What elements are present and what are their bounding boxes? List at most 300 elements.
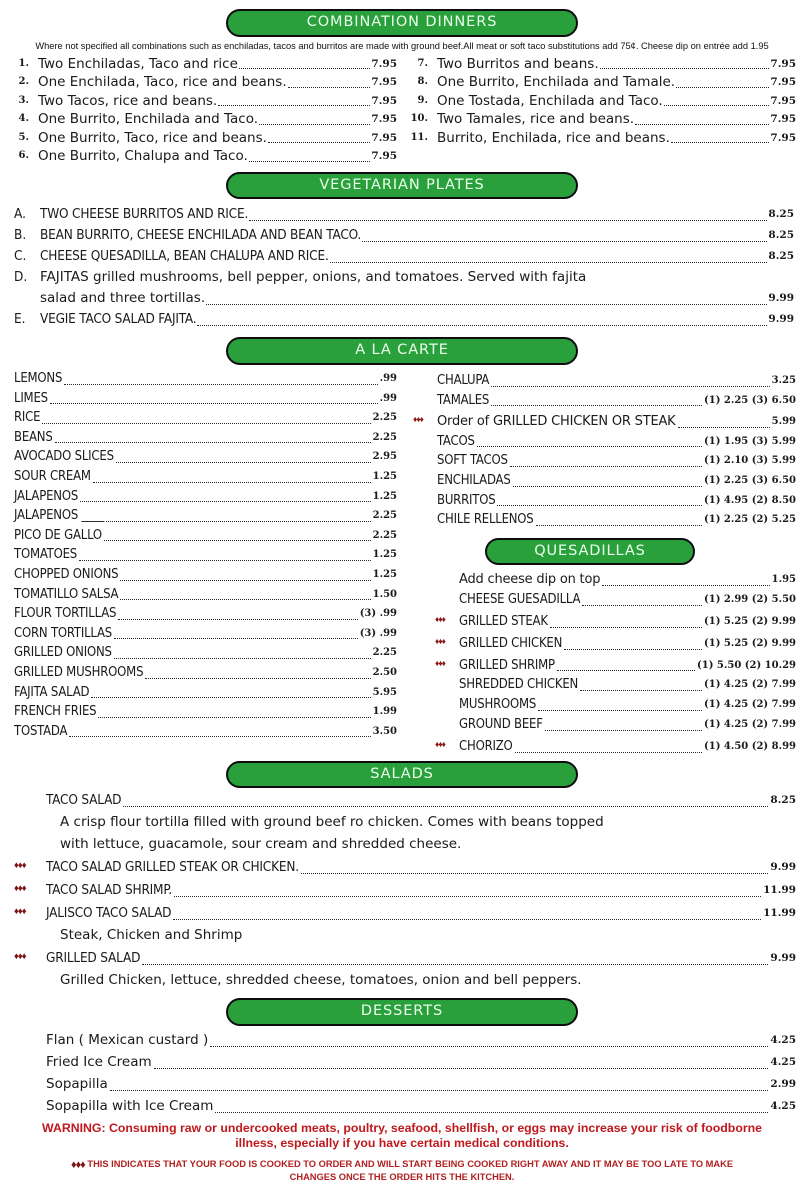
- item-name: JALISCO TACO SALAD: [46, 905, 172, 922]
- item-name: GRILLED SALAD: [46, 950, 141, 967]
- leader-dots: [580, 690, 702, 691]
- list-item[interactable]: [14, 526, 397, 546]
- list-item[interactable]: [14, 1029, 796, 1051]
- diamond-marker-icon: ♦♦♦: [14, 906, 26, 918]
- item-price: 2.99: [770, 1077, 796, 1090]
- list-item[interactable]: [8, 110, 397, 129]
- item-price: 1.25: [372, 568, 397, 580]
- item-name: CHEESE QUESADILLA, BEAN CHALUPA AND RICE.: [40, 248, 329, 265]
- list-item[interactable]: [413, 371, 796, 391]
- leader-dots: [206, 304, 767, 305]
- section-header-salads: [0, 757, 804, 791]
- spice-marker-icon: [435, 713, 459, 715]
- item-price: 9.99: [768, 292, 794, 305]
- list-item[interactable]: [14, 309, 794, 330]
- item-price: 1.25: [372, 549, 397, 561]
- list-item[interactable]: [14, 267, 794, 288]
- leader-dots: [249, 220, 767, 221]
- list-item[interactable]: [14, 624, 397, 644]
- item-price: (3) .99: [359, 608, 397, 620]
- leader-dots: [174, 896, 761, 897]
- leader-dots: [477, 446, 702, 447]
- list-item[interactable]: [435, 632, 796, 654]
- spice-marker-icon: [413, 469, 437, 471]
- leader-dots: [173, 919, 761, 920]
- leader-dots: [362, 241, 767, 242]
- list-item-continuation[interactable]: [14, 288, 794, 309]
- item-price: (1) 4.95 (2) 8.50: [704, 494, 796, 506]
- leader-dots: [118, 619, 357, 620]
- item-name: JALAPENOS: [14, 488, 79, 504]
- item-name: TWO CHEESE BURRITOS AND RICE.: [40, 206, 249, 223]
- leader-dots: [239, 68, 371, 69]
- leader-dots: [497, 505, 702, 506]
- item-name: RICE: [14, 410, 41, 426]
- combination-right-column: [407, 55, 796, 166]
- item-name: Flan ( Mexican custard ): [46, 1031, 209, 1048]
- leader-dots: [215, 1112, 768, 1113]
- list-item[interactable]: [407, 73, 796, 92]
- leader-dots: [515, 752, 702, 753]
- item-name: FAJITA SALAD: [14, 684, 90, 700]
- item-letter: C.: [14, 248, 27, 265]
- item-price: 7.95: [770, 57, 796, 70]
- leader-dots: [557, 670, 695, 671]
- item-name: FAJITAS grilled mushrooms, bell pepper, onions, and tomatoes. Served with fajita: [40, 269, 587, 286]
- list-item[interactable]: [413, 432, 796, 452]
- item-name: SOUR CREAM: [14, 468, 91, 484]
- list-item[interactable]: [14, 901, 796, 924]
- spice-marker-icon: [413, 508, 437, 510]
- item-name: CHILE RELLENOS: [437, 512, 534, 528]
- list-item[interactable]: [14, 585, 397, 605]
- quesadillas-list: [413, 570, 796, 756]
- item-name: TACO SALAD GRILLED STEAK OR CHICKEN.: [46, 859, 299, 876]
- section-header-a-la-carte: [0, 330, 804, 369]
- item-price: (1) 4.25 (2) 7.99: [704, 719, 796, 731]
- item-name: FRENCH FRIES: [14, 704, 97, 720]
- section-header-vegetarian-plates: [0, 166, 804, 203]
- leader-dots: [79, 560, 371, 561]
- list-item[interactable]: [435, 735, 796, 757]
- spice-marker-icon: [435, 588, 459, 590]
- leader-dots: [142, 964, 768, 965]
- item-number: 11.: [410, 131, 428, 143]
- list-item[interactable]: [14, 683, 397, 703]
- item-description: with lettuce, guacamole, sour cream and shredded cheese.: [60, 836, 462, 853]
- list-item[interactable]: [8, 92, 397, 111]
- leader-dots: [288, 87, 371, 88]
- item-name: One Burrito, Chalupa and Taco.: [38, 148, 248, 165]
- cooked-to-order-note: [0, 1152, 804, 1183]
- list-item[interactable]: [14, 246, 794, 267]
- leader-dots: [491, 386, 769, 387]
- diamond-marker-icon: ♦♦♦: [435, 738, 446, 749]
- item-price: 2.25: [372, 510, 397, 522]
- leader-dots: [301, 873, 769, 874]
- item-letter: A.: [14, 206, 26, 223]
- item-name: One Burrito, Taco, rice and beans.: [38, 129, 267, 146]
- item-number: 5.: [18, 131, 29, 143]
- item-number: 1.: [18, 57, 29, 69]
- list-item[interactable]: [14, 722, 397, 742]
- item-price: 7.95: [770, 94, 796, 107]
- leader-dots: [259, 124, 370, 125]
- desserts-list: [0, 1029, 804, 1117]
- list-item[interactable]: [14, 389, 397, 409]
- item-price: 2.25: [372, 431, 397, 443]
- list-item[interactable]: [14, 702, 397, 722]
- list-item[interactable]: [14, 467, 397, 487]
- a-la-carte-left-column: [14, 369, 397, 757]
- list-item[interactable]: [435, 695, 796, 715]
- item-name: BURRITOS: [437, 492, 496, 508]
- item-name: MUSHROOMS: [459, 697, 537, 713]
- banner-combination-dinners: COMBINATION DINNERS: [226, 9, 578, 37]
- leader-dots: [545, 730, 702, 731]
- item-price: 2.25: [372, 529, 397, 541]
- item-price: (1) 4.25 (2) 7.99: [704, 679, 796, 691]
- leader-dots: [98, 717, 370, 718]
- item-price: 7.95: [371, 150, 397, 163]
- list-item[interactable]: [14, 204, 794, 225]
- item-price: (1) 5.25 (2) 9.99: [704, 637, 796, 649]
- leader-dots: [550, 627, 702, 628]
- list-item[interactable]: [14, 506, 397, 526]
- item-price: 5.99: [771, 416, 796, 428]
- item-price: 2.25: [372, 412, 397, 424]
- item-number: 7.: [417, 57, 428, 69]
- item-letter: D.: [14, 269, 28, 286]
- banner-desserts: DESSERTS: [226, 998, 578, 1026]
- diamond-marker-icon: ♦♦♦: [14, 860, 26, 872]
- item-price: 2.50: [372, 666, 397, 678]
- item-name: Two Enchiladas, Taco and rice: [38, 55, 238, 72]
- item-price: 9.99: [768, 313, 794, 326]
- item-price: 7.95: [770, 76, 796, 89]
- list-item[interactable]: [14, 1095, 796, 1117]
- item-name: Order of GRILLED CHICKEN OR STEAK: [437, 414, 676, 430]
- section-header-combination-dinners: [0, 0, 804, 40]
- list-item[interactable]: [14, 408, 397, 428]
- item-price: (1) 2.25 (2) 5.25: [704, 514, 796, 526]
- item-price: 2.25: [372, 647, 397, 659]
- spice-marker-icon: [413, 528, 437, 530]
- list-item[interactable]: [14, 487, 397, 507]
- spice-marker-icon: [413, 489, 437, 491]
- item-name: VEGIE TACO SALAD FAJITA.: [40, 311, 197, 328]
- list-item[interactable]: [435, 675, 796, 695]
- list-item[interactable]: [413, 451, 796, 471]
- list-item[interactable]: [14, 545, 397, 565]
- item-name: Sopapilla: [46, 1075, 108, 1092]
- combination-left-column: [8, 55, 397, 166]
- item-name: CHEESE GUESADILLA: [459, 592, 581, 608]
- item-price: 4.25: [770, 1033, 796, 1046]
- item-price: 3.25: [771, 375, 796, 387]
- banner-quesadillas: QUESADILLAS: [485, 538, 695, 566]
- item-name: ENCHILADAS: [437, 472, 511, 488]
- section-header-quesadillas: [413, 530, 796, 571]
- banner-vegetarian-plates: VEGETARIAN PLATES: [226, 172, 578, 200]
- list-item[interactable]: [413, 391, 796, 411]
- item-name: TACO SALAD SHRIMP.: [46, 882, 173, 899]
- item-name: Burrito, Enchilada, rice and beans.: [437, 129, 670, 146]
- list-item[interactable]: [14, 225, 794, 246]
- list-item[interactable]: [407, 110, 796, 129]
- list-item[interactable]: [14, 447, 397, 467]
- leader-dots: [110, 1090, 769, 1091]
- item-price: 1.99: [372, 706, 397, 718]
- item-name: PICO DE GALLO: [14, 527, 102, 543]
- item-price: 11.99: [763, 884, 796, 897]
- leader-dots: [91, 697, 370, 698]
- list-item[interactable]: [14, 790, 796, 811]
- leader-dots: [564, 649, 702, 650]
- warning-line-1: WARNING: Consuming raw or undercooked meats, poultry, seafood, shellfish, or eggs may increase your risk of foodborne: [42, 1120, 762, 1135]
- item-number: 2.: [18, 76, 29, 88]
- item-price: 7.95: [770, 113, 796, 126]
- leader-dots: [69, 736, 370, 737]
- item-price: 7.95: [371, 131, 397, 144]
- item-name: GRILLED STEAK: [459, 614, 548, 630]
- leader-dots: [513, 486, 702, 487]
- item-name: Fried Ice Cream: [46, 1053, 152, 1070]
- warning-line-2: illness, especially if you have certain medical conditions.: [235, 1136, 569, 1151]
- item-price: 7.95: [371, 94, 397, 107]
- diamond-marker-icon: ♦♦♦: [413, 414, 424, 425]
- item-name: TOMATOES: [14, 547, 77, 563]
- item-price: 4.25: [770, 1055, 796, 1068]
- leader-dots: [145, 678, 370, 679]
- item-number: 4.: [18, 113, 29, 125]
- item-name: Two Tamales, rice and beans.: [437, 111, 635, 128]
- section-header-desserts: [0, 991, 804, 1029]
- item-price: (1) 2.99 (2) 5.50: [704, 594, 796, 606]
- list-item[interactable]: [413, 510, 796, 530]
- item-price: 9.99: [770, 952, 796, 965]
- item-description: Steak, Chicken and Shrimp: [60, 927, 243, 944]
- leader-dots: [93, 482, 371, 483]
- item-price: 8.25: [768, 208, 794, 221]
- item-price: 11.99: [763, 907, 796, 920]
- item-price: 2.95: [372, 451, 397, 463]
- item-price: 1.25: [372, 470, 397, 482]
- leader-dots: [210, 1046, 768, 1047]
- note-line-2: CHANGES ONCE THE ORDER HITS THE KITCHEN.: [289, 1171, 515, 1182]
- list-item[interactable]: [435, 590, 796, 610]
- item-name: LIMES: [14, 390, 48, 406]
- item-price: (1) 2.25 (3) 6.50: [704, 394, 796, 406]
- leader-dots: [55, 442, 371, 443]
- diamond-marker-icon: ♦♦♦: [435, 614, 446, 625]
- diamond-marker-icon: ♦♦♦: [435, 657, 446, 668]
- diamond-marker-icon: ♦♦♦: [14, 951, 26, 963]
- list-item[interactable]: [8, 55, 397, 74]
- item-price: .99: [379, 373, 397, 385]
- list-item[interactable]: [14, 878, 796, 901]
- item-name: GRILLED MUSHROOMS: [14, 664, 144, 680]
- salads-list: [0, 790, 804, 991]
- leader-dots: [678, 427, 770, 428]
- item-price: 8.25: [768, 229, 794, 242]
- item-name: JALAPENOS ____: [14, 508, 105, 524]
- item-name: GRILLED ONIONS: [14, 645, 112, 661]
- list-item[interactable]: [8, 129, 397, 148]
- item-name: TOSTADA: [14, 723, 68, 739]
- leader-dots: [116, 462, 371, 463]
- list-item[interactable]: [14, 663, 397, 683]
- item-name: BEANS: [14, 429, 53, 445]
- leader-dots: [664, 105, 770, 106]
- list-item[interactable]: [8, 73, 397, 92]
- leader-dots: [64, 384, 377, 385]
- list-item[interactable]: [14, 369, 397, 389]
- vegetarian-plates-list: [0, 202, 804, 330]
- item-name: CHOPPED ONIONS: [14, 566, 119, 582]
- item-price: (1) 2.25 (3) 6.50: [704, 474, 796, 486]
- item-name: One Tostada, Enchilada and Taco.: [437, 92, 663, 109]
- list-item[interactable]: [14, 855, 796, 878]
- leader-dots: [120, 580, 370, 581]
- leader-dots: [538, 710, 702, 711]
- list-item[interactable]: [407, 92, 796, 111]
- item-price: 7.95: [770, 131, 796, 144]
- list-item[interactable]: [413, 491, 796, 511]
- leader-dots: [114, 658, 371, 659]
- list-item[interactable]: [14, 428, 397, 448]
- list-item[interactable]: [14, 643, 397, 663]
- item-price: (1) 4.25 (2) 7.99: [704, 699, 796, 711]
- item-name: LEMONS: [14, 371, 63, 387]
- item-name: One Enchilada, Taco, rice and beans.: [38, 74, 287, 91]
- leader-dots: [197, 325, 767, 326]
- combination-intro-note: Where not specified all combinations such as enchiladas, tacos and burritos are made with ground beef.All meat or soft taco substitutions add 75¢. Cheese dip on entrée add 1.95: [35, 40, 769, 51]
- list-item[interactable]: [14, 946, 796, 969]
- item-letter: E.: [14, 311, 26, 328]
- list-item[interactable]: [14, 565, 397, 585]
- item-price: 8.25: [770, 794, 796, 807]
- list-item[interactable]: [435, 610, 796, 632]
- list-item[interactable]: [14, 1051, 796, 1073]
- leader-dots: [249, 161, 371, 162]
- banner-salads: SALADS: [226, 761, 578, 789]
- combination-dinners-list: [0, 54, 804, 166]
- item-price: 7.95: [371, 57, 397, 70]
- item-letter: B.: [14, 227, 27, 244]
- item-price: 5.95: [372, 686, 397, 698]
- item-price: (1) 2.10 (3) 5.99: [704, 455, 796, 467]
- leader-dots: [268, 142, 370, 143]
- diamond-marker-icon: ♦♦♦: [14, 883, 26, 895]
- leader-dots: [114, 638, 358, 639]
- item-name-continued: salad and three tortillas.: [40, 290, 206, 307]
- item-number: 3.: [18, 94, 29, 106]
- list-item[interactable]: [435, 654, 796, 676]
- item-description: A crisp flour tortilla filled with ground beef ro chicken. Comes with beans topped: [60, 814, 604, 831]
- item-price: 7.95: [371, 76, 397, 89]
- item-name: SOFT TACOS: [437, 453, 508, 469]
- item-price: 1.95: [771, 574, 796, 586]
- note-line-1: THIS INDICATES THAT YOUR FOOD IS COOKED TO ORDER AND WILL START BEING COOKED RIGHT AWAY AND IT MAY BE TOO LATE TO MAKE: [87, 1158, 734, 1169]
- spice-marker-icon: [413, 389, 437, 391]
- leader-dots: [104, 540, 371, 541]
- item-name: BEAN BURRITO, CHEESE ENCHILADA AND BEAN TACO.: [40, 227, 362, 244]
- item-price: 8.25: [768, 250, 794, 263]
- item-price: 1.50: [372, 588, 397, 600]
- a-la-carte-right-column: [413, 369, 796, 757]
- leader-dots: [106, 521, 370, 522]
- leader-dots: [120, 599, 370, 600]
- item-price: 1.25: [372, 490, 397, 502]
- leader-dots: [635, 124, 769, 125]
- list-item[interactable]: [413, 410, 796, 432]
- item-name: One Burrito, Enchilada and Tamale.: [437, 74, 676, 91]
- item-price: (1) 5.50 (2) 10.29: [697, 659, 796, 671]
- item-name: Sopapilla with Ice Cream: [46, 1097, 214, 1114]
- diamond-marker-icon: ♦♦♦: [435, 635, 446, 646]
- leader-dots: [602, 585, 769, 586]
- leader-dots: [671, 142, 770, 143]
- list-item[interactable]: [14, 604, 397, 624]
- item-number: 10.: [410, 113, 428, 125]
- item-name: TOMATILLO SALSA: [14, 586, 119, 602]
- banner-a-la-carte: A LA CARTE: [226, 337, 578, 365]
- item-name: GROUND BEEF: [459, 717, 543, 733]
- item-name: CHORIZO: [459, 738, 513, 754]
- leader-dots: [80, 501, 371, 502]
- item-price: (3) .99: [359, 627, 397, 639]
- item-name: Add cheese dip on top: [459, 572, 601, 588]
- leader-dots: [330, 262, 768, 263]
- item-description: Grilled Chicken, lettuce, shredded cheese, tomatoes, onion and bell peppers.: [60, 972, 582, 989]
- leader-dots: [50, 403, 378, 404]
- list-item[interactable]: [407, 55, 796, 74]
- item-name: CORN TORTILLAS: [14, 625, 113, 641]
- leader-dots: [491, 405, 702, 406]
- list-item[interactable]: [407, 129, 796, 148]
- item-price: 3.50: [372, 725, 397, 737]
- item-name: GRILLED CHICKEN: [459, 635, 563, 651]
- food-safety-warning: [0, 1117, 804, 1152]
- leader-dots: [218, 105, 370, 106]
- item-name: TAMALES: [437, 392, 490, 408]
- item-number: 8.: [417, 76, 428, 88]
- leader-dots: [123, 806, 768, 807]
- item-name: AVOCADO SLICES: [14, 449, 114, 465]
- item-price: 4.25: [770, 1099, 796, 1112]
- item-price: (1) 1.95 (3) 5.99: [704, 435, 796, 447]
- item-name: FLOUR TORTILLAS: [14, 606, 117, 622]
- item-number: 9.: [417, 94, 428, 106]
- leader-dots: [676, 87, 769, 88]
- leader-dots: [536, 525, 702, 526]
- item-name: CHALUPA: [437, 373, 490, 389]
- item-name: GRILLED SHRIMP: [459, 657, 555, 673]
- item-name: Two Burritos and beans.: [437, 55, 599, 72]
- list-item[interactable]: [413, 471, 796, 491]
- item-name: Two Tacos, rice and beans.: [38, 92, 218, 109]
- list-item[interactable]: [435, 570, 796, 590]
- spice-marker-icon: [14, 809, 46, 811]
- list-item[interactable]: [8, 147, 397, 166]
- spice-marker-icon: [413, 449, 437, 451]
- item-name: TACOS: [437, 433, 475, 449]
- item-price: (1) 4.50 (2) 8.99: [704, 740, 796, 752]
- list-item[interactable]: [14, 1073, 796, 1095]
- list-item[interactable]: [435, 715, 796, 735]
- leader-dots: [42, 423, 370, 424]
